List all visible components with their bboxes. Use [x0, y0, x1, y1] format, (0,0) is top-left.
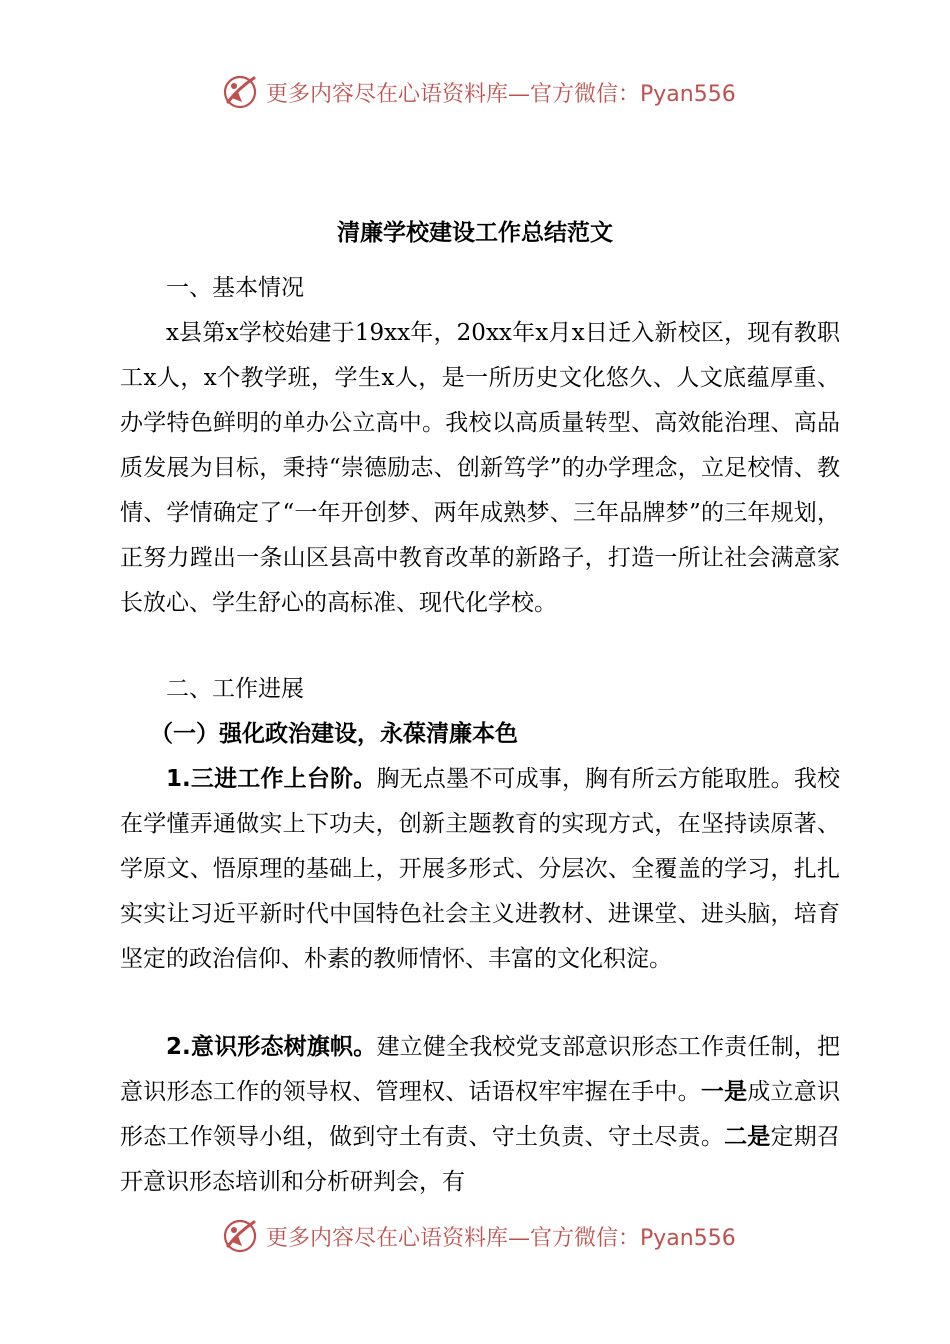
document-title: 清廉学校建设工作总结范文 — [337, 220, 613, 246]
item-2-paragraph — [120, 1025, 840, 1205]
item-2-lead: 2.意识形态树旗帜。 — [166, 1034, 377, 1060]
pen-logo-icon — [220, 72, 260, 112]
item-1-paragraph — [120, 757, 840, 982]
watermark-bottom — [220, 1214, 736, 1258]
item-2-second-marker: 二是 — [724, 1124, 771, 1150]
pen-logo-icon — [220, 1216, 260, 1256]
watermark-text: 更多内容尽在心语资料库—官方微信：Pyan556 — [266, 1225, 736, 1251]
subsection-heading: （一）强化政治建设，永葆清廉本色 — [150, 721, 518, 747]
item-2-first-marker: 一是 — [700, 1079, 748, 1105]
watermark-top — [220, 70, 736, 114]
watermark-text: 更多内容尽在心语资料库—官方微信：Pyan556 — [266, 81, 736, 107]
section-heading-basic: 一、基本情况 — [166, 275, 304, 301]
item-1-lead: 1.三进工作上台阶。 — [166, 766, 377, 792]
section-body-basic: x县第x学校始建于19xx年，20xx年x月x日迁入新校区，现有教职工x人，x个教学班，学生x人，是一所历史文化悠久、人文底蕴厚重、办学特色鲜明的单办公立高中。我校以高质量转型、高效能治理、高品质发展为目标，秉持“崇德励志、创新笃学”的办学理念，立足校情、教情、学情确定了“一年开创梦、两年成熟梦、三年品牌梦”的三年规划，正努力蹚出一条山区县高中教育改革的新路子，打造一所让社会满意家长放心、学生舒心的高标准、现代化学校。 — [120, 320, 840, 616]
item-2-body-b: 成立意识形态工作领导小组，做到守土有责、守土负责、守土尽责。 — [120, 1079, 841, 1150]
item-2-body-a: 建立健全我校党支部意识形态工作责任制，把意识形态工作的领导权、管理权、话语权牢牢握在手中。 — [120, 1034, 840, 1105]
item-2-body-c: 定期召开意识形态培训和分析研判会，有 — [120, 1124, 841, 1195]
item-1-body: 胸无点墨不可成事，胸有所云方能取胜。我校在学懂弄通做实上下功夫，创新主题教育的实现方式，在坚持读原著、学原文、悟原理的基础上，开展多形式、分层次、全覆盖的学习，扎扎实实让习近平新时代中国特色社会主义进教材、进课堂、进头脑，培育坚定的政治信仰、朴素的教师情怀、丰富的文化积淀。 — [120, 766, 840, 972]
section-heading-progress: 二、工作进展 — [166, 676, 304, 702]
